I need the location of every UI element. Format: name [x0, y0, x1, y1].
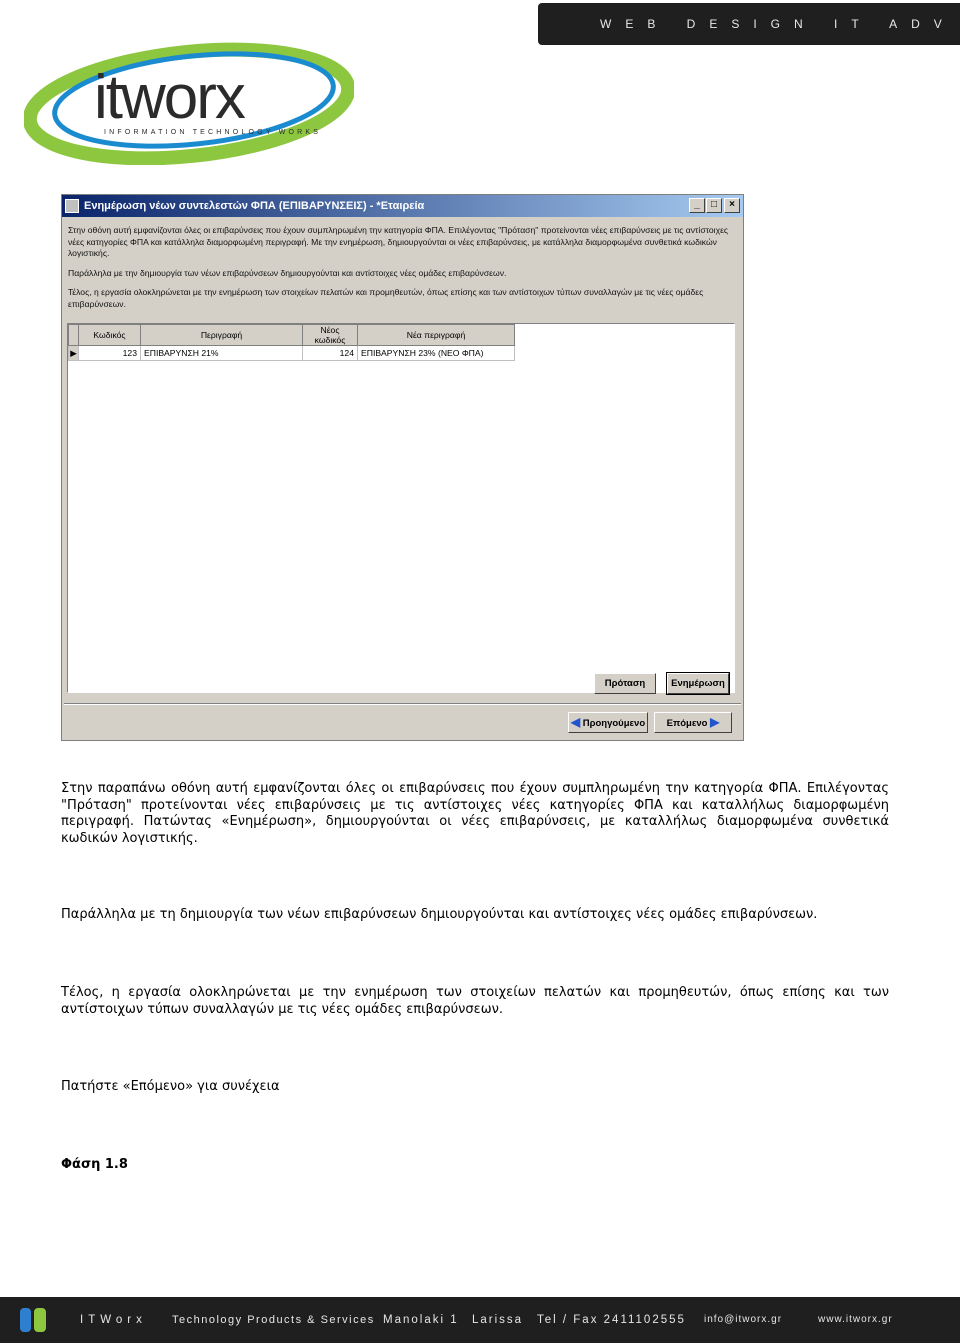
- logo-subtitle: INFORMATION TECHNOLOGY WORKS: [104, 129, 322, 136]
- paragraph-4: Πατήστε «Επόμενο» για συνέχεια: [61, 1079, 280, 1094]
- cell-code[interactable]: 123: [79, 346, 141, 361]
- window-description: [68, 225, 736, 318]
- column-header-code[interactable]: Κωδικός: [79, 325, 141, 346]
- window-desc-3: Τέλος, η εργασία ολοκληρώνεται με την ενημέρωση των στοιχείων πελατών και προμηθευτών, όπως επίσης και των αντίστοιχων τύπων συναλλαγών με τις νέες ομάδες επιβαρύνσεων.: [68, 287, 704, 309]
- paragraph-1: Στην παραπάνω οθόνη αυτή εμφανίζονται όλες οι επιβαρύνσεις που έχουν συμπληρωμένη την κατηγορία ΦΠΑ. Επιλέγοντας "Πρόταση" προτείνονται νέες επιβαρύνσεις με τις αντίστοιχες νέες κατηγορίες ΦΠΑ και καταλλήλως διαμορφωμένη περιγραφή. Πατώντας «Ενημέρωση», δημιουργούνται οι νέες επιβαρύνσεις, με καταλλήλως διαμορφωμένα συνθετικά κωδικών λογιστικής.: [61, 781, 889, 846]
- company-mark-icon: [20, 1308, 46, 1332]
- application-window: [61, 194, 744, 741]
- row-indicator-header: [69, 325, 79, 346]
- itworx-logo: [24, 40, 354, 165]
- cell-new-code[interactable]: 124: [303, 346, 358, 361]
- update-button[interactable]: Ενημέρωση: [667, 673, 729, 694]
- arrow-right-icon: ▶: [710, 715, 720, 729]
- column-header-description[interactable]: Περιγραφή: [141, 325, 303, 346]
- arrow-left-icon: ◀: [570, 715, 581, 729]
- footer-website[interactable]: www.itworx.gr: [818, 1314, 893, 1325]
- close-icon[interactable]: ×: [724, 198, 740, 213]
- footer-services: Technology Products & Services: [172, 1314, 375, 1326]
- footer-phone: Tel / Fax 2411102555: [537, 1314, 686, 1326]
- footer-company: ITWorx: [80, 1314, 147, 1326]
- footer-street: Manolaki 1: [383, 1314, 459, 1326]
- vat-table: [68, 324, 515, 361]
- data-grid[interactable]: [67, 323, 735, 693]
- current-row-indicator-icon: ▶: [69, 346, 79, 361]
- window-desc-2: Παράλληλα με την δημιουργία των νέων επιβαρύνσεων δημιουργούνται και αντίστοιχες νέες ομάδες επιβαρύνσεων.: [68, 267, 507, 278]
- minimize-icon[interactable]: _: [689, 198, 705, 213]
- cell-new-description[interactable]: ΕΠΙΒΑΡΥΝΣΗ 23% (ΝΕΟ ΦΠΑ): [358, 346, 515, 361]
- app-icon: [65, 199, 79, 213]
- phase-heading: Φάση 1.8: [61, 1157, 128, 1172]
- footer-email[interactable]: info@itworx.gr: [704, 1314, 783, 1325]
- next-button[interactable]: [654, 712, 732, 733]
- cell-description[interactable]: ΕΠΙΒΑΡΥΝΣΗ 21%: [141, 346, 303, 361]
- logo-wordmark: itworx: [94, 63, 244, 132]
- window-desc-1: Στην οθόνη αυτή εμφανίζονται όλες οι επιβαρύνσεις που έχουν συμπληρωμένη την κατηγορία ΦΠΑ. Επιλέγοντας "Πρόταση" προτείνονται νέες επιβαρύνσεις με τις αντίστοιχες νέες κατηγορίες ΦΠΑ και κατάλληλα διαμορφωμένη περιγραφή. Με την ενημέρωση, δημιουργούνται οι νέες επιβαρύνσεις, με κατάλληλα διαμορφωμένα συνθετικά κωδικών λογιστικής.: [68, 225, 729, 258]
- proposal-button[interactable]: Πρόταση: [594, 673, 656, 694]
- column-header-new-description[interactable]: Νέα περιγραφή: [358, 325, 515, 346]
- paragraph-2: Παράλληλα με τη δημιουργία των νέων επιβαρύνσεων δημιουργούνται και αντίστοιχες νέες ομάδες επιβαρύνσεων.: [61, 907, 818, 922]
- window-title: Ενημέρωση νέων συντελεστών ΦΠΑ (ΕΠΙΒΑΡΥΝΣΕΙΣ) - *Εταιρεία: [84, 200, 425, 212]
- table-row[interactable]: [69, 346, 515, 361]
- next-button-label: Επόμενο: [666, 718, 708, 729]
- previous-button[interactable]: [568, 712, 648, 733]
- paragraph-3: Τέλος, η εργασία ολοκληρώνεται με την ενημέρωση των στοιχείων πελατών και προμηθευτών, όπως επίσης και των αντίστοιχων τύπων συναλλαγών με τις νέες ομάδες επιβαρύνσεων.: [61, 985, 889, 1017]
- column-header-new-code[interactable]: Νέος κωδικός: [303, 325, 358, 346]
- window-divider: [64, 703, 741, 705]
- header-tagline-bar: WEB DESIGN IT ADV: [538, 3, 960, 45]
- previous-button-label: Προηγούμενο: [582, 718, 646, 729]
- window-titlebar: [62, 195, 743, 217]
- footer-bar: [0, 1297, 960, 1343]
- maximize-icon[interactable]: □: [706, 198, 722, 213]
- footer-city: Larissa: [472, 1314, 524, 1326]
